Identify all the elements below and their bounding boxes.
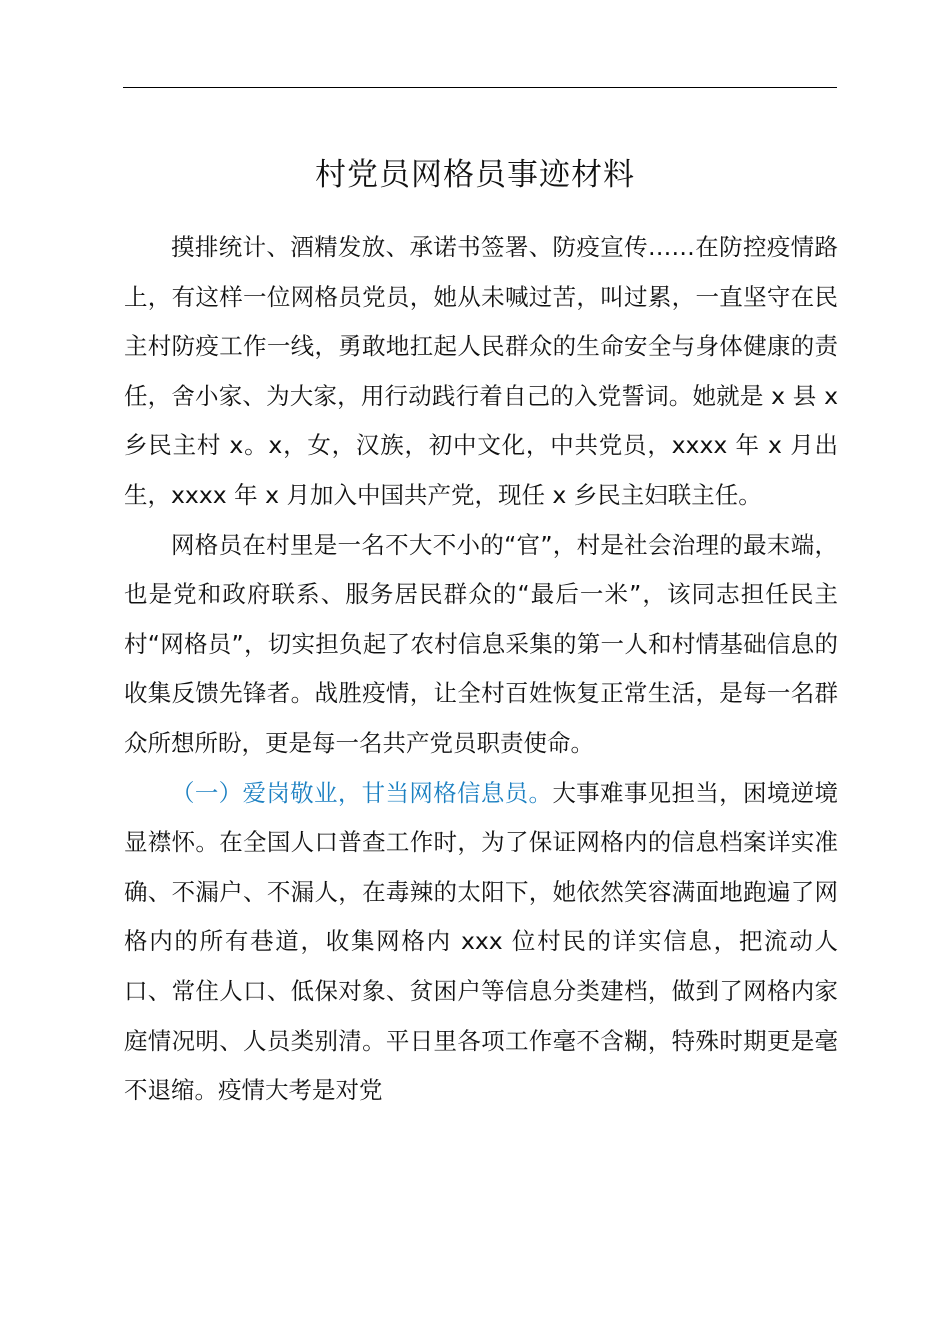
paragraph-grid-role	[124, 521, 838, 769]
paragraph-intro	[124, 223, 838, 521]
section-heading: （一）爱岗敬业，甘当网格信息员。	[171, 778, 553, 807]
header-rule	[123, 87, 837, 88]
paragraph-section-one	[124, 769, 838, 1116]
paragraph-grid-role-text: 网格员在村里是一名不大不小的“官”，村是社会治理的最末端，也是党和政府联系、服务居民群众的“最后一米”，该同志担任民主村“网格员”，切实担负起了农村信息采集的第一人和村情基础信息的收集反馈先锋者。战胜疫情，让全村百姓恢复正常生活，是每一名群众所想所盼，更是每一名共产党员职责使命。	[124, 530, 838, 757]
document-title: 村党员网格员事迹材料	[315, 157, 635, 193]
paragraph-section-one-text: 大事难事见担当，困境逆境显襟怀。在全国人口普查工作时，为了保证网格内的信息档案详实准确、不漏户、不漏人，在毒辣的太阳下，她依然笑容满面地跑遍了网格内的所有巷道，收集网格内 xxx 位村民的详实信息，把流动人口、常住人口、低保对象、贫困户等信息分类建档，做到了网格内家庭情况明、人员类别清。平日里各项工作毫不含糊，特殊时期更是毫不退缩。疫情大考是对党	[124, 778, 839, 1105]
document-body	[124, 223, 838, 1116]
paragraph-intro-text: 摸排统计、酒精发放、承诺书签署、防疫宣传……在防控疫情路上，有这样一位网格员党员，她从未喊过苦，叫过累，一直坚守在民主村防疫工作一线，勇敢地扛起人民群众的生命安全与身体健康的责任，舍小家、为大家，用行动践行着自己的入党誓词。她就是 x 县 x 乡民主村 x。x，女，汉族，初中文化，中共党员，xxxx 年 x 月出生，xxxx 年 x 月加入中国共产党，现任 x 乡民主妇联主任。	[124, 233, 838, 509]
